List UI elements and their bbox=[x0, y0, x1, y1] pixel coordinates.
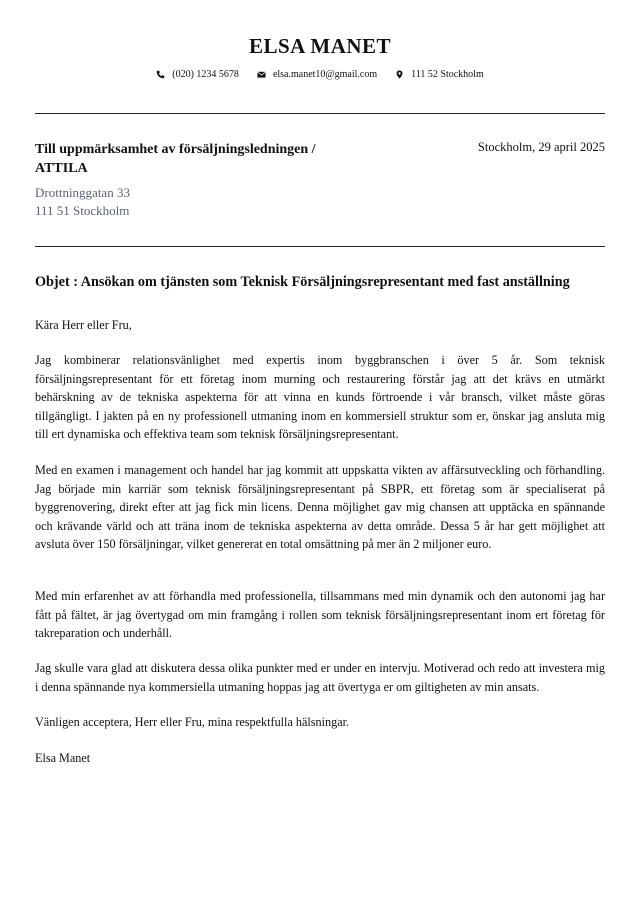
signature: Elsa Manet bbox=[35, 751, 91, 765]
paragraph-4: Jag skulle vara glad att diskutera dessa olika punkter med er under en intervju. Motiverad och redo att investera mig i denna spännande nya kommersiella utmaning hoppas jag att övertyga er om giltigheten av min ansats. bbox=[35, 661, 605, 694]
location-text: 111 52 Stockholm bbox=[411, 69, 484, 80]
contact-bar bbox=[0, 69, 640, 80]
paragraph-1: Jag kombinerar relationsvänlighet med expertis inom byggbranschen i över 5 år. Som teknisk försäljningsrepresentant för ett företag inom murning och restaurering förstår jag att det krävs en utmärkt behärskning av de tekniska aspekterna för att vinna en kunds förtroende i vår bransch, vilket måste göras tillgängligt. I jakten på en ny professionell utmaning inom en kommersiell struktur som er, önskar jag ansluta mig till ert dynamiska och effektiva team som teknisk försäljningsrepresentant. bbox=[35, 353, 605, 441]
salutation: Kära Herr eller Fru, bbox=[35, 318, 132, 332]
phone-text: (020) 1234 5678 bbox=[172, 69, 239, 80]
recipient-street: Drottninggatan 33 bbox=[35, 185, 130, 200]
recipient-title: Till uppmärksamhet av försäljningsledningen / ATTILA bbox=[35, 142, 316, 176]
paragraph-3: Med min erfarenhet av att förhandla med professionella, tillsammans med min dynamik och den autonomi jag har fått på fältet, är jag övertygad om min framgång i rollen som teknisk försäljningsrepresentant inom ert företag för takreparation och underhåll. bbox=[35, 589, 605, 640]
paragraph-2: Med en examen i management och handel har jag kommit att uppskatta vikten av affärsutveckling och förhandling. Jag började min karriär som teknisk försäljningsrepresentant på SBPR, ett företag som är specialiserat på byggrenovering, direkt efter att jag fick min licens. Denna möjlighet gav mig chansen att upptäcka en spännande och krävande värld och att träna inom de tekniska aspekterna av detta område. Dessa 5 år har gett möjlighet att avsluta över 150 försäljningar, vilket genererat en total omsättning på mer än 2 miljoner euro. bbox=[35, 463, 605, 551]
applicant-name: ELSA MANET bbox=[248, 34, 392, 58]
recipient-city: 111 51 Stockholm bbox=[35, 203, 130, 218]
contact-email bbox=[257, 69, 377, 80]
email-text: elsa.manet10@gmail.com bbox=[272, 69, 378, 80]
location-pin-icon bbox=[395, 70, 404, 79]
contact-phone bbox=[156, 69, 239, 80]
closing-line: Vänligen acceptera, Herr eller Fru, mina respektfulla hälsningar. bbox=[35, 715, 350, 729]
mail-icon bbox=[257, 70, 266, 79]
contact-location bbox=[395, 69, 484, 80]
address-divider bbox=[35, 246, 605, 247]
header-divider bbox=[35, 113, 605, 114]
phone-icon bbox=[156, 70, 165, 79]
letter-date: Stockholm, 29 april 2025 bbox=[477, 140, 605, 154]
letter-subject: Objet : Ansökan om tjänsten som Teknisk Försäljningsrepresentant med fast anställning bbox=[35, 274, 570, 290]
